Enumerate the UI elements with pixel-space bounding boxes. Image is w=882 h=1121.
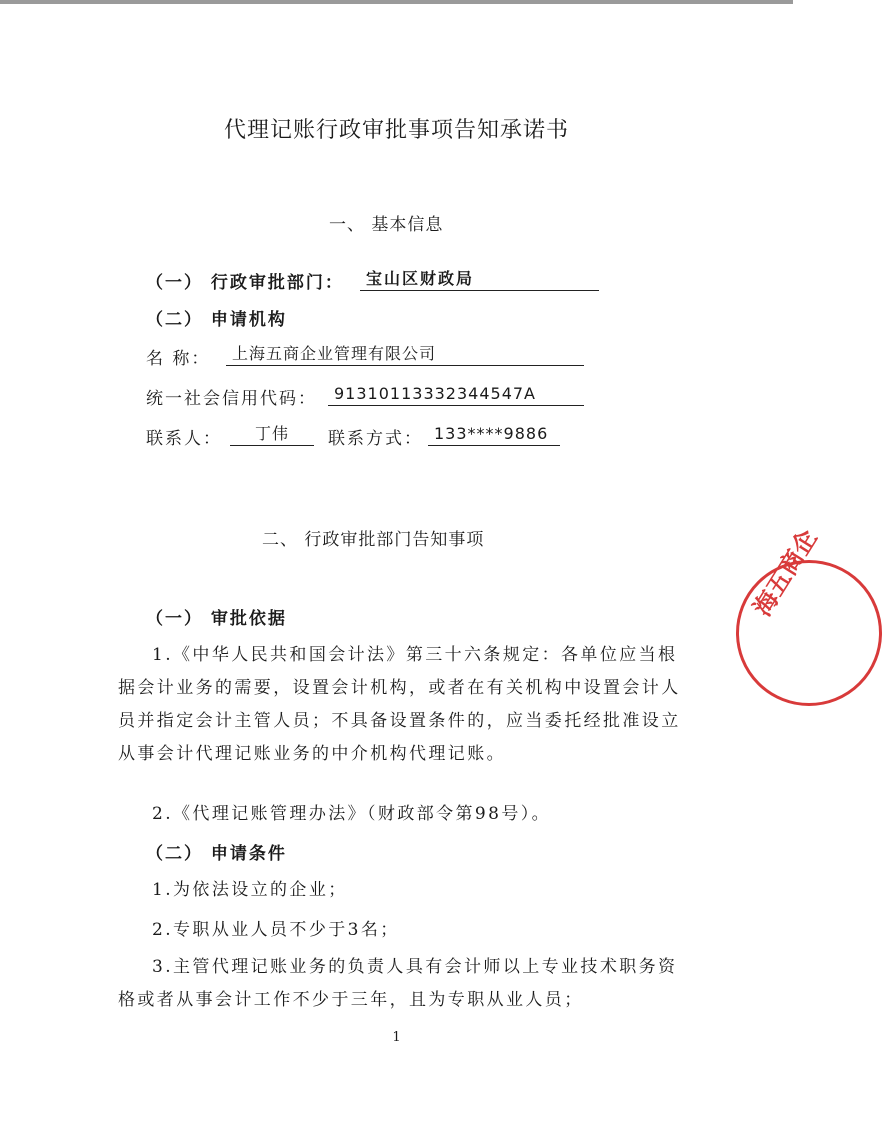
condition-item-3: 3.主管代理记账业务的负责人具有会计师以上专业技术职务资格或者从事会计工作不少于三年，且为专职从业人员； — [118, 957, 678, 1010]
contact-person-value: 丁伟 — [230, 423, 314, 446]
seal-text: 海五商企 — [748, 524, 823, 622]
section-notice-heading: 二、 行政审批部门告知事项 — [262, 530, 485, 550]
contact-phone-value: 133****9886 — [428, 423, 560, 446]
scan-top-edge — [0, 0, 793, 4]
approval-dept-label: （一） 行政审批部门： — [146, 273, 344, 293]
condition-item-1: 1.为依法设立的企业； — [152, 880, 348, 900]
basis-item-2: 2.《代理记账管理办法》（财政部令第98号）。 — [152, 804, 552, 824]
name-label: 名 称： — [146, 349, 211, 369]
applicant-heading: （二） 申请机构 — [146, 310, 287, 330]
section-basic-info-heading: 一、 基本信息 — [329, 215, 444, 235]
credit-code-value: 91310113332344547A — [328, 383, 584, 406]
contact-phone-label: 联系方式： — [328, 429, 423, 449]
conditions-heading: （二） 申请条件 — [146, 844, 287, 864]
contact-person-label: 联系人： — [146, 429, 222, 449]
condition-item-2: 2.专职从业人员不少于3名； — [152, 920, 400, 940]
page-number: 1 — [392, 1030, 401, 1045]
company-seal-stamp — [736, 524, 882, 706]
document-title: 代理记账行政审批事项告知承诺书 — [223, 118, 569, 143]
basis-item-1: 1.《中华人民共和国会计法》第三十六条规定：各单位应当根据会计业务的需要，设置会计机构，或者在有关机构中设置会计人员并指定会计主管人员；不具备设置条件的，应当委托经批准设立从事会计代理记账业务的中介机构代理记账。 — [118, 645, 681, 764]
approval-basis-heading: （一） 审批依据 — [146, 609, 287, 629]
approval-dept-value: 宝山区财政局 — [360, 268, 599, 291]
credit-code-label: 统一社会信用代码： — [146, 389, 317, 409]
name-value: 上海五商企业管理有限公司 — [226, 343, 584, 366]
